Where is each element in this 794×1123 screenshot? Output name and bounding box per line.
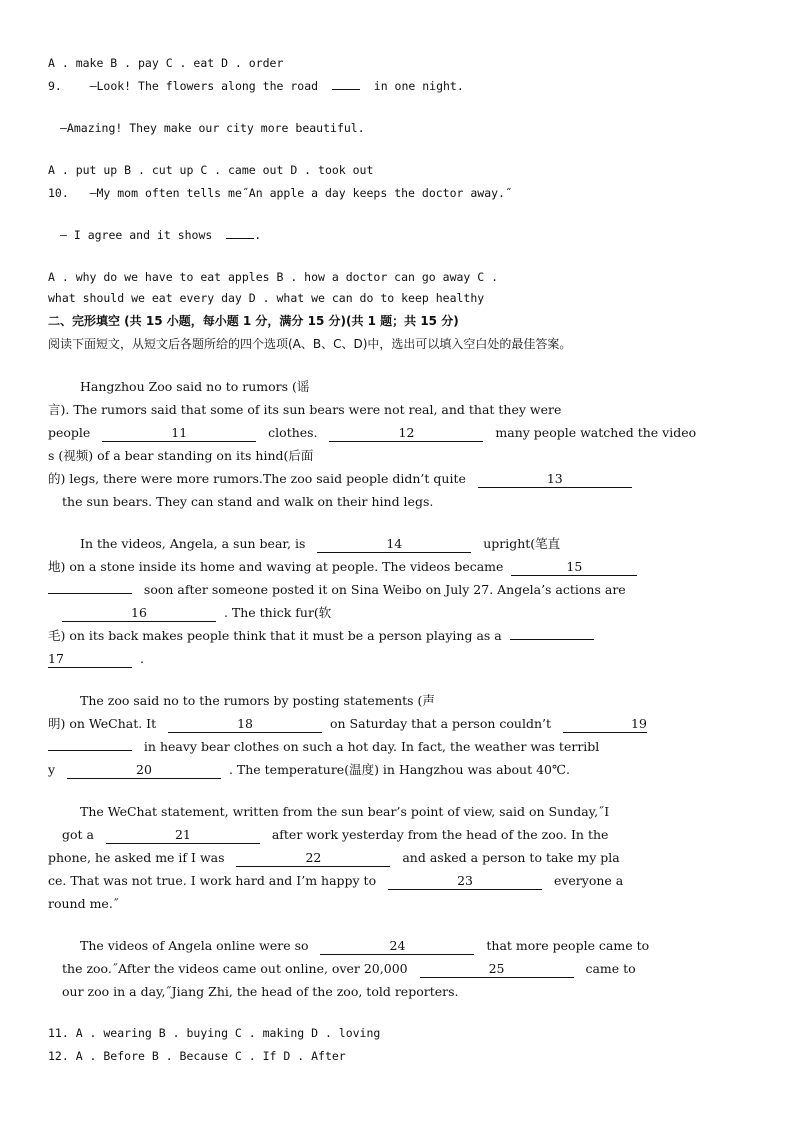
blank-17-lead[interactable] [510, 639, 594, 640]
p5-text: The videos of Angela online were so [80, 938, 309, 953]
p5-line2 [48, 957, 744, 980]
p2-text: 地) on a stone inside its home and waving at people. The videos became [48, 559, 504, 574]
p5-text: came to [585, 961, 636, 976]
p4-text: phone, he asked me if I was [48, 850, 225, 865]
q8-options: A . make B . pay C . eat D . order [48, 56, 284, 70]
q10-options-line1: A . why do we have to eat apples B . how a doctor can go away C . [48, 270, 499, 284]
p5-text: the zoo.˝After the videos came out online, over 20,000 [62, 961, 408, 976]
p3-text: y [48, 762, 56, 777]
section2-instruction: 阅读下面短文，从短文后各题所给的四个选项(A、B、C、D)中，选出可以填入空白处的最佳答案。 [48, 337, 572, 351]
blank-19-continued[interactable] [48, 750, 132, 751]
blank-24[interactable]: 24 [320, 938, 474, 955]
p5-text: that more people came to [486, 938, 650, 953]
blank-14[interactable]: 14 [317, 536, 471, 553]
p2-text: 毛) on its back makes people think that it must be a person playing as a [48, 628, 502, 643]
p1-text: people [48, 425, 91, 440]
p3-text: on Saturday that a person couldn’t [330, 716, 552, 731]
blank-15[interactable]: 15 [511, 559, 637, 576]
exam-page [48, 52, 744, 1068]
p3-line2 [48, 712, 744, 735]
p4-text: and asked a person to take my pla [402, 850, 620, 865]
q11-options: 11. A . wearing B . buying C . making D . loving [48, 1026, 381, 1040]
p4-text: got a [62, 827, 94, 842]
p2-text: upright(笔直 [483, 536, 561, 551]
p2-text: In the videos, Angela, a sun bear, is [80, 536, 306, 551]
p3-line1: The zoo said no to the rumors by posting statements (声 [80, 693, 435, 708]
q9-stem [48, 75, 744, 98]
q10-reply-b: . [254, 228, 262, 242]
p2-text: . [139, 651, 144, 666]
blank-17[interactable]: 17 [48, 651, 132, 668]
q12-options: 12. A . Before B . Because C . If D . After [48, 1049, 346, 1063]
q9-number: 9. [48, 79, 62, 93]
blank-19[interactable]: 19 [563, 716, 647, 733]
p4-text: ce. That was not true. I work hard and I’m happy to [48, 873, 377, 888]
p5-line3: our zoo in a day,˝Jiang Zhi, the head of the zoo, told reporters. [62, 984, 459, 999]
p1-line3 [48, 421, 744, 444]
q9-stem-b: in one night. [373, 79, 464, 93]
p2-line3 [48, 578, 744, 601]
p2-line1 [48, 532, 744, 555]
p4-line3 [48, 846, 744, 869]
p4-line1: The WeChat statement, written from the sun bear’s point of view, said on Sunday,˝I [80, 804, 610, 819]
q10-options-line2: what should we eat every day D . what we can do to keep healthy [48, 291, 485, 305]
p4-line2 [48, 823, 744, 846]
p2-line2 [48, 555, 744, 578]
q9-reply: —Amazing! They make our city more beautiful. [60, 121, 365, 135]
blank-21[interactable]: 21 [106, 827, 260, 844]
q10-stem-text: —My mom often tells me˝An apple a day keeps the doctor away.˝ [89, 186, 512, 200]
p3-text: . The temperature(温度) in Hangzhou was about 40℃. [228, 762, 570, 777]
p1-text: 的) legs, there were more rumors.The zoo said people didn’t quite [48, 471, 466, 486]
q10-reply-a: — I agree and it shows [60, 228, 213, 242]
p4-line4 [48, 869, 744, 892]
blank-15-continued[interactable] [48, 593, 132, 594]
p1-line5 [48, 467, 744, 490]
blank-22[interactable]: 22 [236, 850, 390, 867]
blank-18[interactable]: 18 [168, 716, 322, 733]
p2-text: soon after someone posted it on Sina Weibo on July 27. Angela’s actions are [143, 582, 626, 597]
p2-line4 [48, 601, 744, 624]
p1-line4: s (视频) of a bear standing on its hind(后面 [48, 448, 314, 463]
p1-line1: Hangzhou Zoo said no to rumors (谣 [80, 379, 310, 394]
q10-reply [48, 224, 744, 247]
blank-12[interactable]: 12 [329, 425, 483, 442]
p1-line6: the sun bears. They can stand and walk on their hind legs. [62, 494, 434, 509]
blank-13[interactable]: 13 [478, 471, 632, 488]
blank-25[interactable]: 25 [420, 961, 574, 978]
q10-blank[interactable] [226, 238, 254, 239]
p3-text: 明) on WeChat. It [48, 716, 157, 731]
q9-options: A . put up B . cut up C . came out D . took out [48, 163, 374, 177]
p2-line6 [48, 647, 744, 670]
blank-20[interactable]: 20 [67, 762, 221, 779]
q10-number: 10. [48, 186, 69, 200]
blank-16[interactable]: 16 [62, 605, 216, 622]
p3-line3 [48, 735, 744, 758]
p4-line5: round me.˝ [48, 896, 120, 911]
p2-line5 [48, 624, 744, 647]
p3-text: in heavy bear clothes on such a hot day. In fact, the weather was terribl [143, 739, 600, 754]
p5-line1 [48, 934, 744, 957]
section2-heading: 二、完形填空 (共 15 小题，每小题 1 分，满分 15 分)(共 1 题；共 15 分) [48, 314, 459, 328]
q9-blank[interactable] [332, 89, 360, 90]
p4-text: after work yesterday from the head of the zoo. In the [271, 827, 609, 842]
p4-text: everyone a [553, 873, 624, 888]
p3-line4 [48, 758, 744, 781]
p1-text: many people watched the video [495, 425, 697, 440]
q10-stem [48, 182, 744, 205]
q9-stem-a: —Look! The flowers along the road [89, 79, 319, 93]
p1-text: clothes. [268, 425, 318, 440]
p1-line2: 言). The rumors said that some of its sun bears were not real, and that they were [48, 402, 562, 417]
blank-23[interactable]: 23 [388, 873, 542, 890]
p2-text: . The thick fur(软 [223, 605, 332, 620]
blank-11[interactable]: 11 [102, 425, 256, 442]
